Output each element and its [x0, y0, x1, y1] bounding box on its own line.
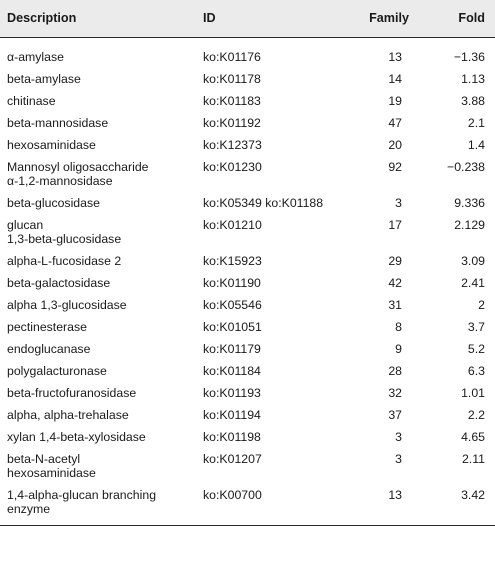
cell-family: 3 [395, 195, 402, 210]
cell-id: ko:K12373 [203, 137, 262, 152]
cell-id: ko:K01193 [203, 385, 261, 400]
table-row [0, 361, 495, 383]
cell-fold: 2.41 [461, 275, 485, 290]
cell-description [0, 449, 196, 485]
table-row [0, 251, 495, 273]
cell-description: α-amylase [7, 49, 64, 64]
description-line-1: Mannosyl oligosaccharide [7, 159, 149, 174]
cell-family: 14 [388, 71, 402, 86]
cell-family: 13 [388, 49, 402, 64]
table-row [0, 215, 495, 251]
cell-family: 8 [395, 319, 402, 334]
cell-family: 19 [388, 93, 402, 108]
cell-fold: 2 [478, 297, 485, 312]
table-row [0, 193, 495, 215]
table-body [0, 37, 495, 525]
header-family: Family [342, 0, 422, 37]
cell-fold: 2.11 [461, 451, 485, 466]
table-header [0, 0, 495, 37]
cell-description [0, 157, 196, 193]
cell-id: ko:K05349 ko:K01188 [203, 195, 324, 210]
cell-description: beta-fructofuranosidase [7, 385, 137, 400]
cell-id: ko:K01176 [203, 49, 261, 64]
cell-fold: 2.2 [467, 407, 485, 422]
cell-id: ko:K01179 [203, 341, 261, 356]
cell-id: ko:K15923 [203, 253, 262, 268]
cell-id: ko:K01178 [203, 71, 261, 86]
table-row [0, 91, 495, 113]
table-row [0, 383, 495, 405]
cell-id: ko:K05546 [203, 297, 262, 312]
cell-family: 20 [388, 137, 402, 152]
cell-fold: 3.7 [467, 319, 485, 334]
cell-description: alpha-L-fucosidase 2 [7, 253, 122, 268]
cell-family: 31 [388, 297, 402, 312]
cell-id: ko:K01207 [203, 451, 262, 466]
cell-id: ko:K01230 [203, 159, 262, 174]
cell-fold: −1.36 [453, 49, 485, 64]
cell-fold: 5.2 [467, 341, 485, 356]
cell-description: pectinesterase [7, 319, 87, 334]
cell-id: ko:K01051 [203, 319, 262, 334]
cell-family: 3 [395, 451, 402, 466]
cell-description: beta-glucosidase [7, 195, 100, 210]
cell-id: ko:K01198 [203, 429, 261, 444]
description-line-2: hexosaminidase [7, 466, 96, 480]
cell-description: xylan 1,4-beta-xylosidase [7, 429, 146, 444]
cell-family: 3 [395, 429, 402, 444]
cell-id: ko:K01210 [203, 217, 262, 232]
table-row [0, 427, 495, 449]
description-line-1: beta-N-acetyl [7, 451, 81, 466]
description-line-2: 1,3-beta-glucosidase [7, 232, 122, 246]
cell-fold: 1.13 [461, 71, 485, 86]
cell-description: beta-amylase [7, 71, 81, 86]
table-row [0, 273, 495, 295]
table-row [0, 157, 495, 193]
table-row [0, 405, 495, 427]
cell-fold: 2.1 [467, 115, 485, 130]
cell-family: 47 [388, 115, 402, 130]
header-fold: Fold [422, 0, 495, 37]
cell-fold: 1.4 [467, 137, 485, 152]
cell-fold: 2.129 [454, 217, 485, 232]
table-row [0, 449, 495, 485]
header-description: Description [0, 0, 196, 37]
cell-id: ko:K01184 [203, 363, 261, 378]
cell-family: 9 [395, 341, 402, 356]
cell-id: ko:K01194 [203, 407, 261, 422]
cell-description: chitinase [7, 93, 56, 108]
cell-description [0, 215, 196, 251]
cell-fold: 9.336 [454, 195, 485, 210]
cell-fold: 6.3 [467, 363, 485, 378]
cell-fold: 3.09 [461, 253, 485, 268]
cell-family: 29 [388, 253, 402, 268]
cell-family: 28 [388, 363, 402, 378]
cell-description: alpha, alpha-trehalase [7, 407, 129, 422]
cell-family: 17 [388, 217, 402, 232]
table-row [0, 135, 495, 157]
cell-description: endoglucanase [7, 341, 91, 356]
cell-fold: 3.42 [422, 485, 495, 526]
header-row [0, 0, 495, 37]
cell-description [0, 485, 196, 526]
cell-id: ko:K01192 [203, 115, 261, 130]
cell-description: alpha 1,3-glucosidase [7, 297, 127, 312]
table-row [0, 339, 495, 361]
cell-family: 13 [342, 485, 422, 526]
cell-family: 92 [388, 159, 402, 174]
table-row [0, 295, 495, 317]
cell-family: 37 [388, 407, 402, 422]
spacer-row [0, 37, 495, 47]
description-line-1: glucan [7, 217, 44, 232]
table-row [0, 485, 495, 526]
header-id: ID [196, 0, 342, 37]
table-row [0, 69, 495, 91]
cell-description: beta-galactosidase [7, 275, 111, 290]
table-row [0, 47, 495, 69]
cell-fold: −0.238 [447, 159, 485, 174]
cell-fold: 4.65 [461, 429, 485, 444]
cell-fold: 3.88 [461, 93, 485, 108]
cell-description: polygalacturonase [7, 363, 107, 378]
description-line-1: 1,4-alpha-glucan branching [7, 487, 157, 502]
cell-id: ko:K01190 [203, 275, 261, 290]
cell-description: beta-mannosidase [7, 115, 109, 130]
table-row [0, 317, 495, 339]
cell-family: 32 [388, 385, 402, 400]
cell-family: 42 [388, 275, 402, 290]
table-row [0, 113, 495, 135]
cell-id: ko:K01183 [203, 93, 261, 108]
cell-fold: 1.01 [461, 385, 485, 400]
description-line-2: enzyme [7, 502, 51, 516]
cell-description: hexosaminidase [7, 137, 96, 152]
cell-id: ko:K00700 [196, 485, 342, 526]
description-line-2: α-1,2-mannosidase [7, 174, 113, 188]
